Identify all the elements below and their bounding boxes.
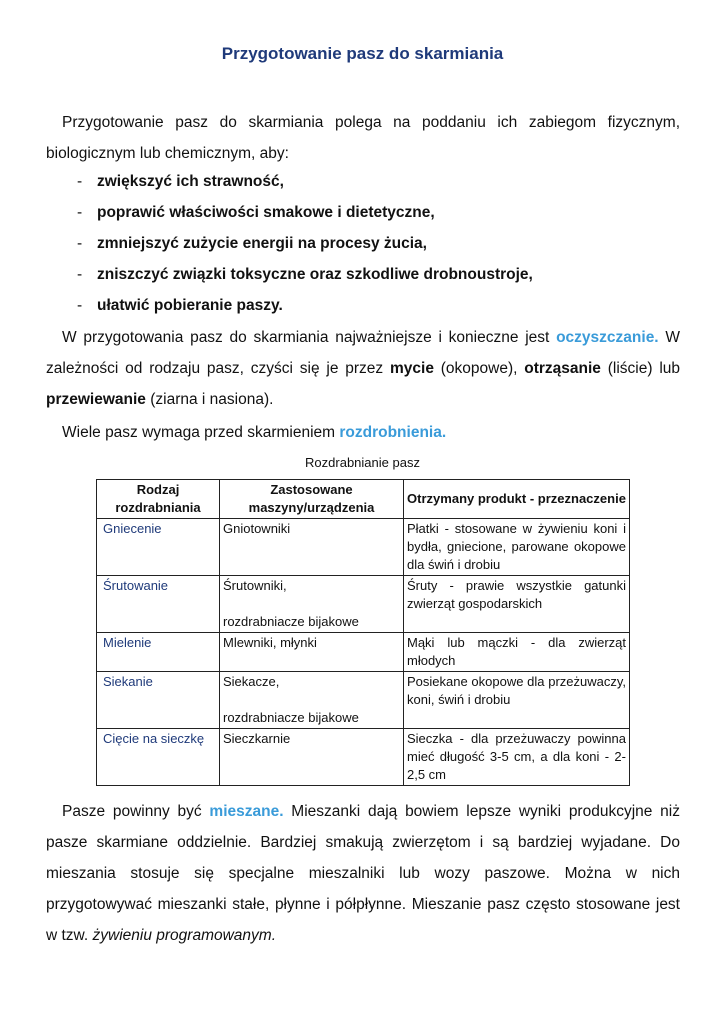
- table-row: Cięcie na sieczkę Sieczkarnie Sieczka - dla przeżuwaczy powinna mieć długość 3-5 cm, a dla koni - 2-2,5 cm: [97, 729, 630, 786]
- list-item: - zwiększyć ich strawność,: [77, 173, 284, 190]
- intro-line-2: biologicznym lub chemicznym, aby:: [46, 145, 289, 162]
- header-machines: Zastosowane maszyny/urządzenia: [220, 480, 404, 519]
- mixing-paragraph: [46, 796, 680, 951]
- intro-line-1: Przygotowanie pasz do skarmiania polega na poddaniu ich zabiegom fizycznym,: [62, 114, 680, 131]
- cleaning-paragraph: [46, 322, 680, 415]
- cleaning-line-3: przewiewanie (ziarna i nasiona).: [46, 391, 274, 408]
- table-caption: Rozdrabnianie pasz: [305, 455, 420, 470]
- mixing-line-4: przygotowywać mieszanki stałe, płynne i półpłynne. Mieszanie pasz często stosowane jest: [46, 896, 680, 913]
- page-title: Przygotowanie pasz do skarmiania: [221, 44, 504, 63]
- header-product: Otrzymany produkt - przeznaczenie: [404, 480, 630, 519]
- table-row: Śrutowanie Śrutowniki, rozdrabniacze bijakowe Śruty - prawie wszystkie gatunki zwierząt gospodarskich: [97, 576, 630, 633]
- list-item: - zniszczyć związki toksyczne oraz szkodliwe drobnoustroje,: [77, 266, 533, 283]
- table-header-row: [97, 480, 630, 519]
- intro-paragraph: [46, 107, 680, 169]
- table-row: Mielenie Mlewniki, młynki Mąki lub mączki - dla zwierząt młodych: [97, 633, 630, 672]
- mixing-line-5: w tzw. żywieniu programowanym.: [46, 927, 277, 944]
- header-type: Rodzaj rozdrabniania: [97, 480, 220, 519]
- table-row: Gniecenie Gniotowniki Płatki - stosowane w żywieniu koni i bydła, gniecione, parowane okopowe dla świń i drobiu: [97, 519, 630, 576]
- table-row: Siekanie Siekacze, rozdrabniacze bijakowe Posiekane okopowe dla przeżuwaczy, koni, świń i drobiu: [97, 672, 630, 729]
- cleaning-line-2: zależności od rodzaju pasz, czyści się je przez mycie (okopowe), otrząsanie (liście) lub: [46, 360, 681, 377]
- mixing-line-1: Pasze powinny być mieszane. Mieszanki dają bowiem lepsze wyniki produkcyjne niż: [62, 803, 680, 820]
- mixing-line-3: mieszania stosuje się specjalne mieszalniki lub wozy paszowe. Można w nich: [46, 865, 680, 882]
- grinding-paragraph: Wiele pasz wymaga przed skarmieniem rozdrobnienia.: [62, 424, 447, 441]
- grinding-table: [96, 479, 630, 786]
- purpose-list: [77, 166, 533, 321]
- list-item: - ułatwić pobieranie paszy.: [77, 297, 283, 314]
- grinding-highlight: rozdrobnienia.: [339, 424, 447, 441]
- mixing-highlight: mieszane.: [209, 803, 284, 820]
- list-item: - poprawić właściwości smakowe i dietetyczne,: [77, 204, 435, 221]
- cleaning-line-1: W przygotowania pasz do skarmiania najważniejsze i konieczne jest oczyszczanie. W: [62, 329, 681, 346]
- cleaning-highlight: oczyszczanie.: [556, 329, 659, 346]
- mixing-line-2: pasze skarmiane oddzielnie. Bardziej smakują zwierzętom i są bardziej wyjadane. Do: [46, 834, 680, 851]
- list-item: - zmniejszyć zużycie energii na procesy żucia,: [77, 235, 427, 252]
